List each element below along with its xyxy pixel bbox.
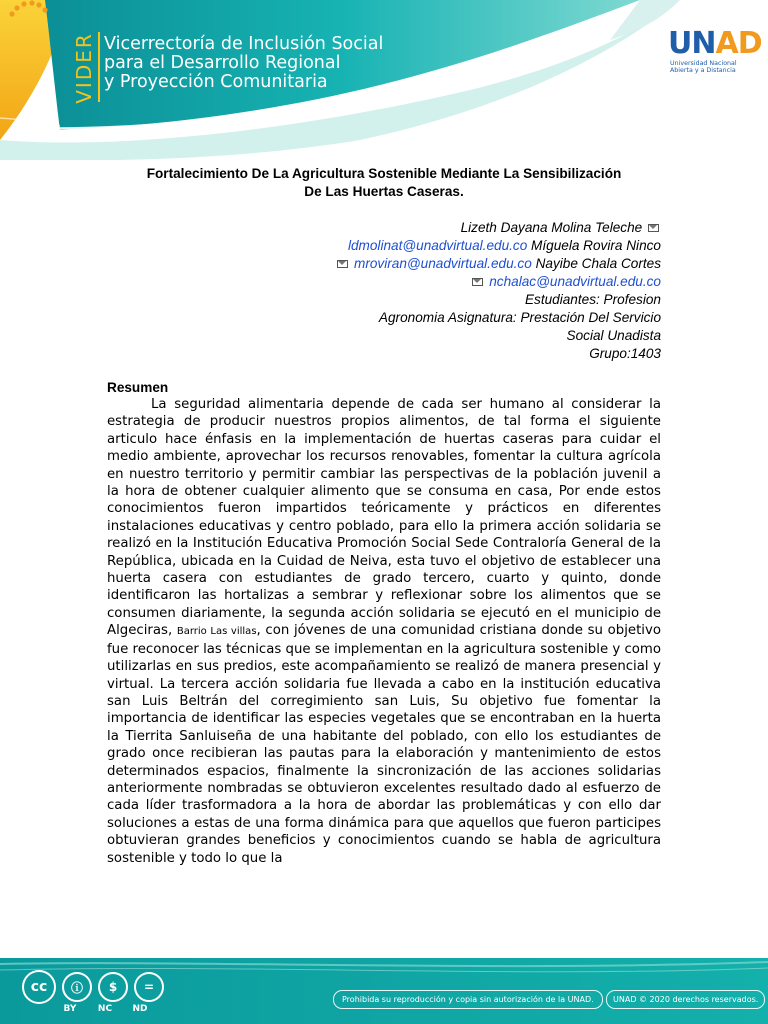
author-name-3: Nayibe Chala Cortes [535,256,661,271]
author-name-1: Lizeth Dayana Molina Teleche [460,220,643,235]
unad-sub-line-1: Universidad Nacional [670,60,737,67]
vicerrectoria-line-1: Vicerrectoría de Inclusión Social [104,34,384,54]
unad-sub-line-2: Abierta y a Distancia [670,67,736,74]
unad-logo-text [668,26,762,61]
page-header [0,0,768,160]
author-email-2[interactable]: mroviran@unadvirtual.edu.co [354,256,532,271]
resumen-heading: Resumen [107,380,169,395]
authors-line-4 [200,273,661,291]
mail-icon [472,278,483,286]
document-title-line-1: Fortalecimiento De La Agricultura Sostenible Mediante La Sensibilización [146,166,622,181]
authors-line-5: Estudiantes: Profesion [524,292,661,307]
unad-logo-u: U [668,26,692,61]
unad-logo-n: N [691,26,716,61]
author-email-3[interactable]: nchalac@unadvirtual.edu.co [489,274,661,289]
authors-line-7: Social Unadista [566,328,661,343]
mail-icon [337,260,348,268]
resumen-text-small: Barrio Las villas [176,626,257,638]
cc-label-by: BY [63,1004,77,1014]
author-email-1[interactable]: ldmolinat@unadvirtual.edu.co [347,238,528,253]
vider-text: VIDER [72,32,97,104]
resumen-text-part-1: La seguridad alimentaria depende de cada ser humano al considerar la estrategia de producir nuestros propios alimentos, de tal forma el siguiente articulo hace énfasis en la implementación de huertas caseras para cuidar el medio ambiente, aprovechar los recursos renovables, fomentar la cultura agrícola en nuestro territorio y permitir cambiar las perspectivas de la población juvenil a la hora de obtener cualquier alimento que se consuma en casa, Por ende estos conocimientos fueron impartidos teóricamente y prácticos en diferentes instalaciones educativas y centro poblado, para ello la primera acción solidaria se realizó en la Institución Educativa Promoción Social Sede Contraloría General de la República, ubicada en la Cuidad de Neiva, esta tuvo el objetivo de establecer una huerta casera con estudiantes de grado tercero, cuarto y quinto, donde identificaron las hortalizas a sembrar y reflexionar sobre los alimentos que se consumen diariamente, la segunda acción solidaria se ejecutó en el municipio de Algeciras, [107,397,661,639]
resumen-text-part-2: , con jóvenes de una comunidad cristiana donde su objetivo fue reconocer las técnicas que se implementan en la agricultura sostenible y como utilizarlas en sus predios, este acompañamiento se realizó de manera presencial y virtual. La tercera acción solidaria fue llevada a cabo en la institución educativa san Luis Beltrán del corregimiento san Luis, Su objetivo fue fomentar la importancia de identificar las especies vegetales que se encontraban en la huerta la Tierrita Sanluiseña de una habitante del poblado, con ello los estudiantes de grado once recibieran las pautas para la elaboración y mantenimiento de estos determinados espacios, finalmente la sincronización de las acciones solidarias anteriormente nombradas se obtuvieron excelentes resultado dado al esfuerzo de cada líder trasformadora a la hora de abordar las problemáticas y con ello dar soluciones a estas de una forma dinámica para que aquellos que fueron participes obtuvieran grandes beneficios y conocimientos cuando se habla de agricultura sostenible y todo lo que la [107,623,661,866]
author-name-2: Míguela Rovira Ninco [531,238,661,253]
cc-nc-icon: $ [98,972,128,1002]
unad-logo-ad: AD [715,26,762,61]
cc-by-icon: ⓘ [62,972,92,1002]
footer-rights: UNAD © 2020 derechos reservados. [606,990,765,1009]
vicerrectoria-title [104,35,383,92]
vicerrectoria-line-3: y Proyección Comunitaria [104,72,328,92]
authors-line-1 [200,219,661,237]
mail-icon [648,224,659,232]
cc-labels [60,1004,150,1014]
authors-block [200,219,661,363]
unad-logo-subtitle [670,60,768,74]
cc-nd-icon: = [134,972,164,1002]
vicerrectoria-line-2: para el Desarrollo Regional [104,53,341,73]
unad-logo-dots-icon [0,0,90,64]
authors-line-8: Grupo:1403 [589,346,661,361]
cc-label-nc: NC [97,1004,113,1014]
cc-label-nd: ND [132,1004,148,1014]
resumen-paragraph [107,396,661,867]
creative-commons-badges [22,972,164,1004]
footer-notice: Prohibida su reproducción y copia sin autorización de la UNAD. [333,990,603,1009]
authors-line-2 [200,237,661,255]
authors-line-3 [200,255,661,273]
document-title [100,165,668,200]
document-title-line-2: De Las Huertas Caseras. [304,183,464,199]
authors-line-6: Agronomia Asignatura: Prestación Del Servicio [378,310,661,325]
cc-icon: cc [22,970,56,1004]
